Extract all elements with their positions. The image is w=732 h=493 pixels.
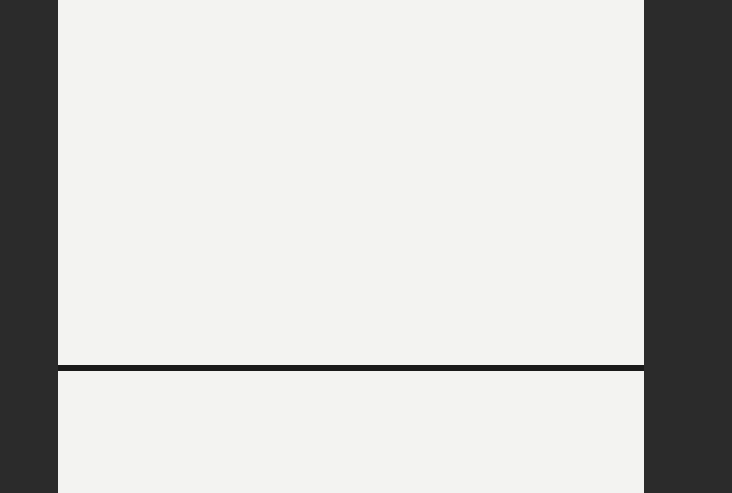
top-book-page — [58, 0, 644, 365]
bottom-book-page — [58, 371, 644, 493]
